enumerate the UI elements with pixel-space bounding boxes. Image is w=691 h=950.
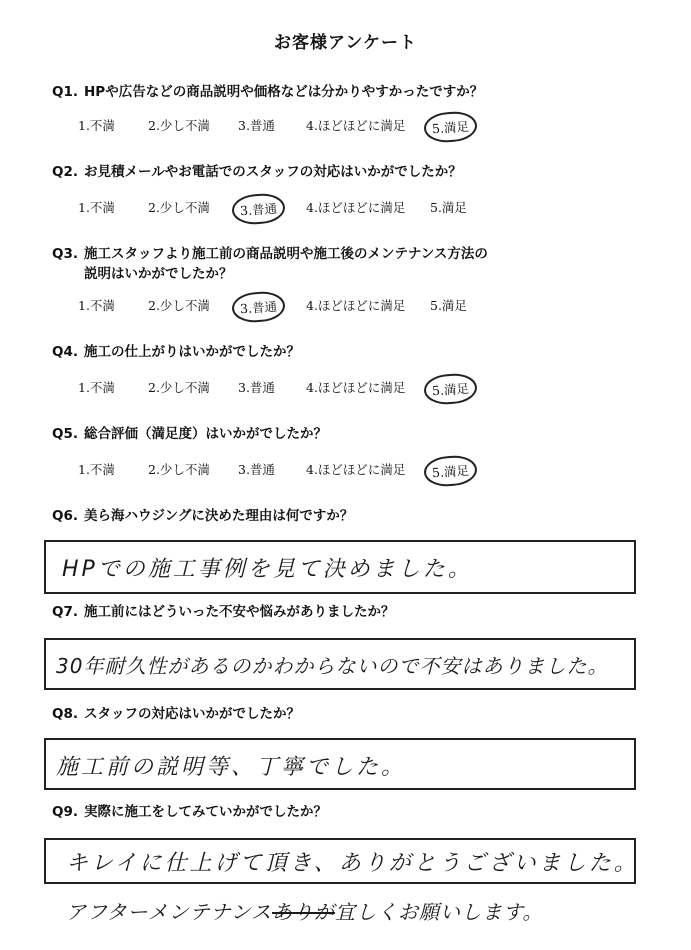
question-number: Q1. [52, 84, 78, 100]
handwritten-answer-q7: 30年耐久性があるのかわからないので不安はありました。 [56, 654, 609, 678]
option-4[interactable]: 4.ほどほどに満足 [306, 298, 406, 313]
question-5 [52, 424, 327, 444]
question-number: Q5. [52, 426, 78, 442]
question-number: Q8. [52, 706, 78, 722]
question-text: 実際に施工をしてみていかがでしたか？ [84, 804, 327, 820]
question-text: お見積メールやお電話でのスタッフの対応はいかがでしたか？ [84, 164, 462, 180]
question-6 [52, 506, 353, 526]
option-2[interactable]: 2.少し不満 [148, 200, 210, 215]
option-5[interactable]: 5.満足 [430, 298, 467, 313]
option-4[interactable]: 4.ほどほどに満足 [306, 380, 406, 395]
option-5-selected[interactable]: 5.満足 [423, 454, 478, 488]
option-2[interactable]: 2.少し不満 [148, 462, 210, 477]
option-3-selected[interactable]: 3.普通 [231, 290, 286, 324]
question-text: 施工の仕上がりはいかがでしたか？ [84, 344, 300, 360]
option-1[interactable]: 1.不満 [78, 298, 115, 313]
handwritten-answer-q9: キレイに仕上げて頂き、ありがとうございました。 [66, 851, 639, 876]
question-number: Q4. [52, 344, 78, 360]
option-4[interactable]: 4.ほどほどに満足 [306, 118, 406, 133]
option-2[interactable]: 2.少し不満 [148, 380, 210, 395]
survey-title: お客様アンケート [274, 33, 417, 53]
question-text: スタッフの対応はいかがでしたか？ [84, 706, 300, 722]
handwritten-answer-q8: 施工前の説明等、丁寧でした。 [56, 755, 407, 780]
question-9 [52, 802, 327, 822]
note-struck-text: ありが [272, 900, 335, 924]
option-5[interactable]: 5.満足 [430, 200, 467, 215]
option-2[interactable]: 2.少し不満 [148, 298, 210, 313]
question-number: Q2. [52, 164, 78, 180]
question-4 [52, 342, 300, 362]
option-1[interactable]: 1.不満 [78, 462, 115, 477]
question-2 [52, 162, 462, 182]
question-7 [52, 602, 395, 622]
question-text-continued: 説明はいかがでしたか？ [84, 266, 233, 282]
option-4[interactable]: 4.ほどほどに満足 [306, 200, 406, 215]
option-1[interactable]: 1.不満 [78, 200, 115, 215]
option-3-selected[interactable]: 3.普通 [231, 192, 286, 226]
option-5-selected[interactable]: 5.満足 [423, 372, 478, 406]
option-2[interactable]: 2.少し不満 [148, 118, 210, 133]
question-number: Q9. [52, 804, 78, 820]
question-text: 美ら海ハウジングに決めた理由は何ですか？ [84, 508, 354, 524]
option-5-selected[interactable]: 5.満足 [423, 110, 478, 144]
question-text: HPや広告などの商品説明や価格などは分かりやすかったですか？ [84, 84, 484, 100]
question-3 [52, 244, 488, 284]
option-4[interactable]: 4.ほどほどに満足 [306, 462, 406, 477]
question-number: Q3. [52, 246, 78, 262]
handwritten-additional-note-q9 [66, 896, 543, 925]
question-number: Q6. [52, 508, 78, 524]
handwritten-answer-q6: HPでの施工事例を見て決めました。 [62, 557, 473, 582]
question-8 [52, 704, 300, 724]
question-text: 施工スタッフより施工前の商品説明や施工後のメンテナンス方法の [84, 246, 488, 262]
question-number: Q7. [52, 604, 78, 620]
option-1[interactable]: 1.不満 [78, 118, 115, 133]
question-text: 総合評価（満足度）はいかがでしたか？ [84, 426, 327, 442]
note-suffix: 宜しくお願いします。 [335, 900, 544, 924]
question-1 [52, 82, 483, 102]
option-3[interactable]: 3.普通 [238, 462, 275, 477]
question-text: 施工前にはどういった不安や悩みがありましたか？ [84, 604, 395, 620]
option-3[interactable]: 3.普通 [238, 118, 275, 133]
option-1[interactable]: 1.不満 [78, 380, 115, 395]
note-prefix: アフターメンテナンス [66, 900, 272, 924]
option-3[interactable]: 3.普通 [238, 380, 275, 395]
